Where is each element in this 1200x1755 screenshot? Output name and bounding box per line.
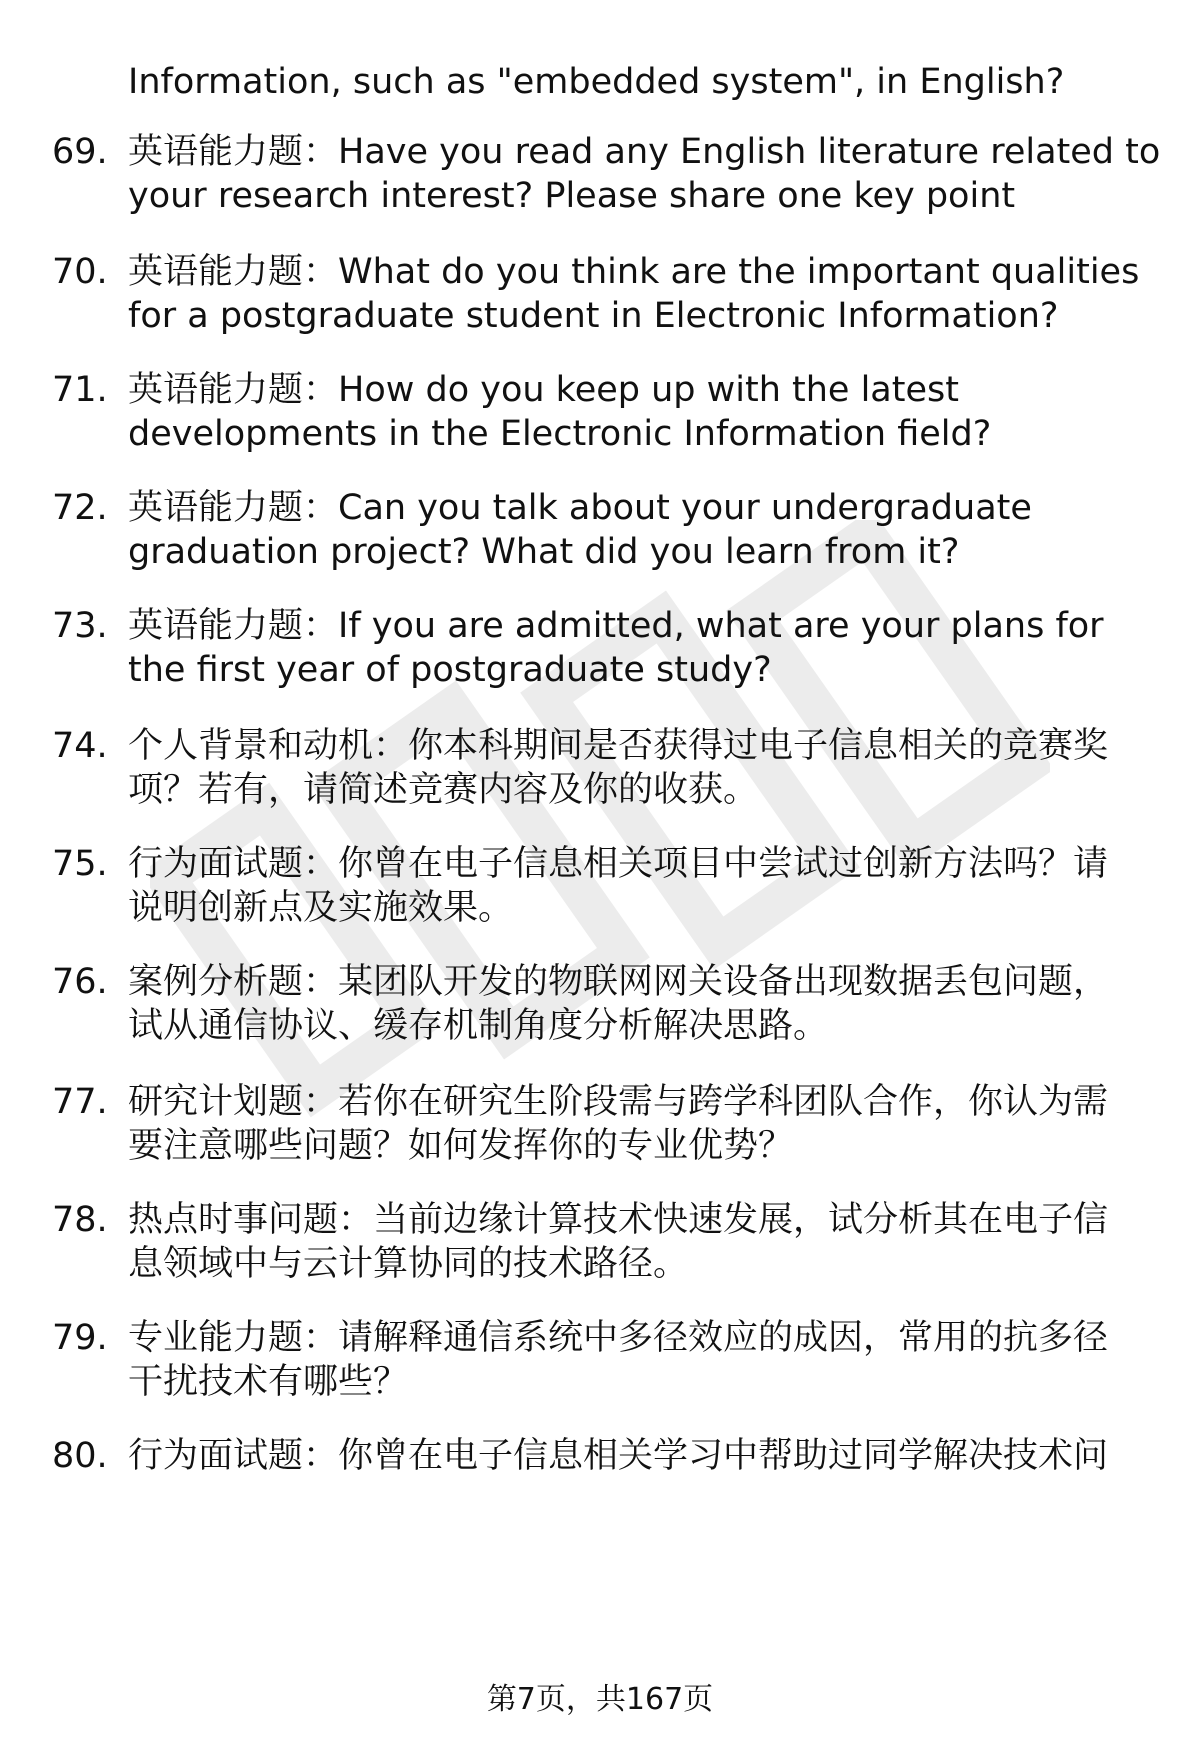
question-text-line1: 专业能力题：请解释通信系统中多径效应的成因，常用的抗多径 <box>128 1318 1109 1358</box>
question-text-line2: 息领域中与云计算协同的技术路径。 <box>128 1244 689 1284</box>
question-text-line2: the first year of postgraduate study? <box>128 650 772 690</box>
question-number: 80. <box>52 1436 108 1476</box>
question-text-line1: 英语能力题：What do you think are the important qualities <box>128 252 1140 292</box>
continued-question-text: Information, such as "embedded system", in English? <box>128 62 1065 102</box>
question-text-line2: 试从通信协议、缓存机制角度分析解决思路。 <box>128 1006 829 1046</box>
question-number: 72. <box>52 488 108 528</box>
question-number: 74. <box>52 726 108 766</box>
question-number: 73. <box>52 606 108 646</box>
question-text-line1: 案例分析题：某团队开发的物联网网关设备出现数据丢包问题， <box>128 962 1109 1002</box>
question-text-line2: for a postgraduate student in Electronic Information? <box>128 296 1059 336</box>
question-text-line1: 英语能力题：Can you talk about your undergraduate <box>128 488 1032 528</box>
question-text-line2: developments in the Electronic Information field? <box>128 414 992 454</box>
question-number: 70. <box>52 252 108 292</box>
question-text-line2: 干扰技术有哪些？ <box>128 1362 409 1402</box>
question-text-line1: 个人背景和动机：你本科期间是否获得过电子信息相关的竞赛奖 <box>128 726 1109 766</box>
question-text-line2: 项？若有，请简述竞赛内容及你的收获。 <box>128 770 759 810</box>
question-number: 78. <box>52 1200 108 1240</box>
question-number: 76. <box>52 962 108 1002</box>
question-text-line1: 行为面试题：你曾在电子信息相关项目中尝试过创新方法吗？请 <box>128 844 1109 884</box>
question-number: 75. <box>52 844 108 884</box>
question-text-line1: 英语能力题：If you are admitted, what are your plans for <box>128 606 1104 646</box>
question-text-line2: 说明创新点及实施效果。 <box>128 888 514 928</box>
question-text-line1: 研究计划题：若你在研究生阶段需与跨学科团队合作，你认为需 <box>128 1082 1109 1122</box>
question-text-line1: 行为面试题：你曾在电子信息相关学习中帮助过同学解决技术问 <box>128 1436 1109 1476</box>
page-footer: 第7页，共167页 <box>486 1682 714 1717</box>
question-number: 79. <box>52 1318 108 1358</box>
question-text-line1: 英语能力题：Have you read any English literature related to <box>128 132 1161 172</box>
question-text-line2: your research interest? Please share one key point <box>128 176 1016 216</box>
question-text-line2: graduation project? What did you learn from it? <box>128 532 960 572</box>
question-text-line1: 热点时事问题：当前边缘计算技术快速发展，试分析其在电子信 <box>128 1200 1109 1240</box>
question-number: 69. <box>52 132 108 172</box>
question-text-line1: 英语能力题：How do you keep up with the latest <box>128 370 959 410</box>
question-text-line2: 要注意哪些问题？如何发挥你的专业优势？ <box>128 1126 794 1166</box>
question-number: 71. <box>52 370 108 410</box>
question-number: 77. <box>52 1082 108 1122</box>
